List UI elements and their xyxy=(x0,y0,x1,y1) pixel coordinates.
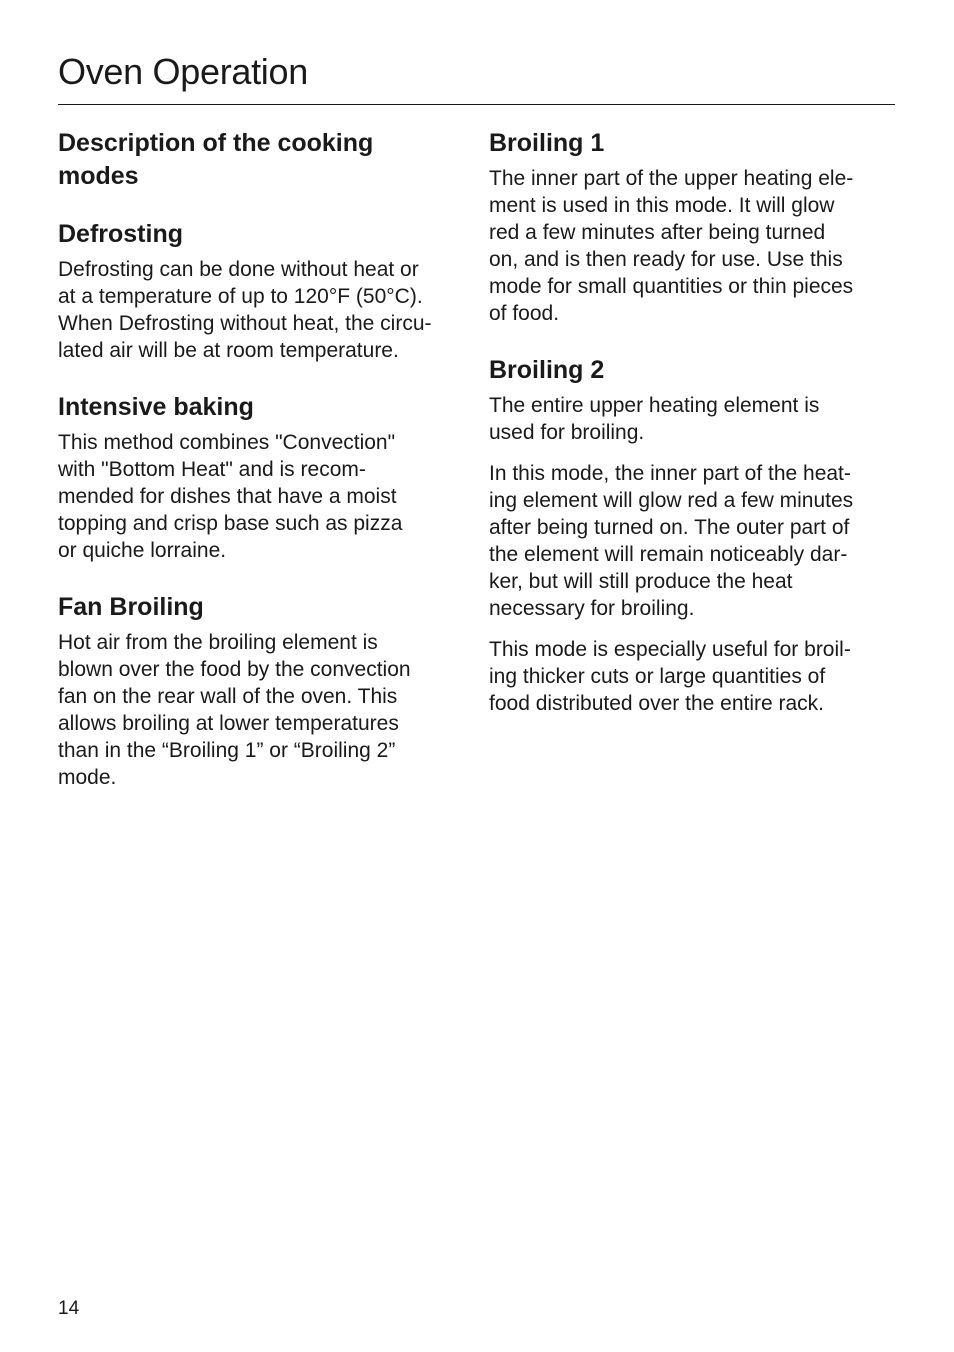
section-intensive-baking xyxy=(58,391,463,564)
section-heading: Broiling 1 xyxy=(489,129,605,157)
section-paragraph: This mode is especially useful for broil- ing thicker cuts or large quantities of food distributed over the entire rack. xyxy=(489,638,851,715)
section-paragraph: The inner part of the upper heating ele- ment is used in this mode. It will glow red a few minutes after being turned on, and is then ready for use. Use this mode for small quantities or thin pieces of food. xyxy=(489,167,854,325)
page-title: Oven Operation xyxy=(58,51,308,92)
section-broiling-2 xyxy=(489,354,894,717)
title-divider xyxy=(58,104,895,105)
section-heading: Intensive baking xyxy=(58,393,254,421)
section-defrosting xyxy=(58,218,463,364)
section-paragraph: Hot air from the broiling element is blown over the food by the convection fan on the rear wall of the oven. This allows broiling at lower temperatures than in the “Broiling 1” or “Broiling 2” mode. xyxy=(58,631,411,789)
section-paragraph: The entire upper heating element is used for broiling. xyxy=(489,394,820,444)
section-paragraph: In this mode, the inner part of the heat- ing element will glow red a few minutes after being turned on. The outer part of the element will remain noticeably dar- ker, but will still produce the heat necessary for broiling. xyxy=(489,462,854,620)
section-fan-broiling xyxy=(58,591,463,791)
section-paragraph: Defrosting can be done without heat or at a temperature of up to 120°F (50°C). When Defrosting without heat, the circu- lated air will be at room temperature. xyxy=(58,258,432,362)
right-column xyxy=(489,127,894,744)
section-heading: Broiling 2 xyxy=(489,356,605,384)
section-heading: Fan Broiling xyxy=(58,593,204,621)
section-broiling-1 xyxy=(489,127,894,327)
left-column xyxy=(58,127,463,818)
main-heading: Description of the cooking modes xyxy=(58,129,374,190)
section-paragraph: This method combines "Convection" with "Bottom Heat" and is recom- mended for dishes that have a moist topping and crisp base such as pizza or quiche lorraine. xyxy=(58,431,403,562)
page-number: 14 xyxy=(58,1298,80,1319)
section-heading: Defrosting xyxy=(58,220,183,248)
